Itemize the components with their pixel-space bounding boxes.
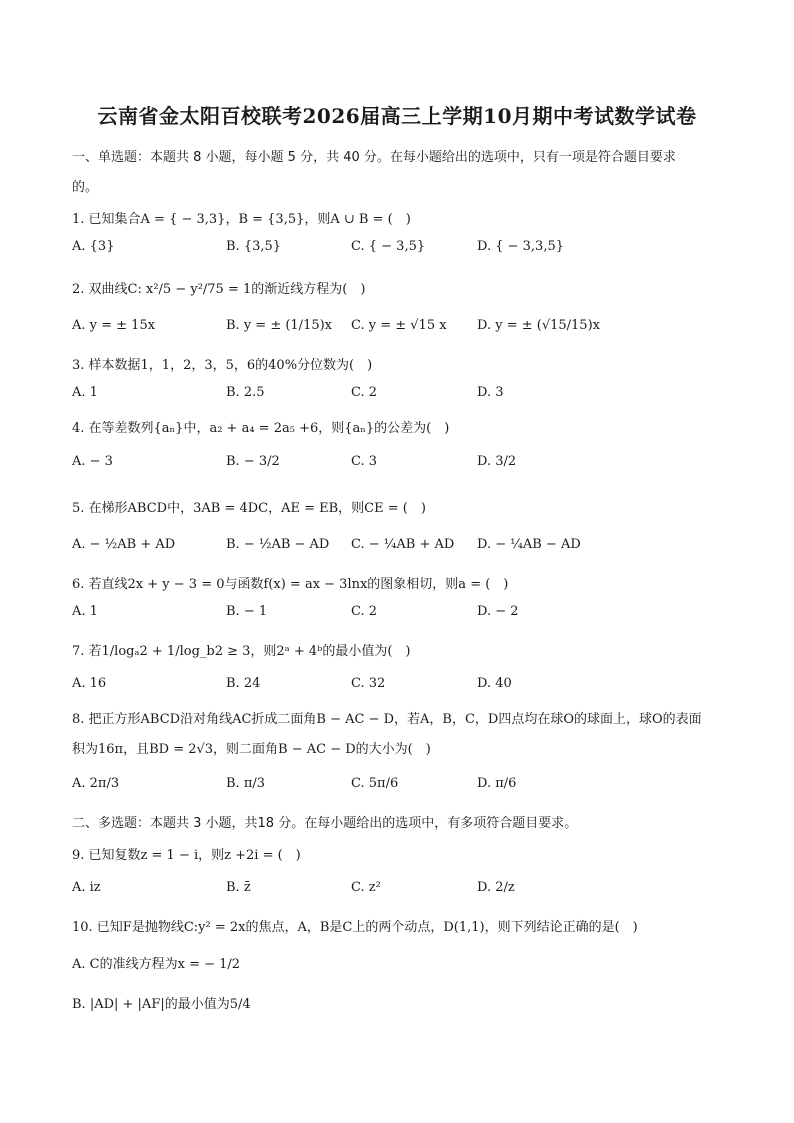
q5-option-a[interactable]: A. − ½AB + AD (72, 537, 176, 552)
q3-option-c[interactable]: C. 2 (351, 385, 378, 400)
section-2-heading: 二、多选题：本题共 3 小题，共18 分。在每小题给出的选项中，有多项符合题目要求。 (72, 816, 578, 831)
q9-option-d[interactable]: D. 2/z (477, 880, 515, 895)
question-6-stem: 6. 若直线2x + y − 3 = 0与函数f(x) = ax − 3lnx的图象相切，则a = ( ) (72, 577, 509, 592)
q9-option-b[interactable]: B. z̄ (226, 880, 251, 895)
question-6-options (72, 604, 732, 626)
q4-option-d[interactable]: D. 3/2 (477, 454, 517, 469)
q1-option-a[interactable]: A. {3} (72, 239, 115, 254)
q10-option-b[interactable]: B. |AD| + |AF|的最小值为5/4 (72, 997, 251, 1012)
question-5-stem: 5. 在梯形ABCD中，3AB = 4DC，AE = EB，则CE = ( ) (72, 501, 426, 516)
q2-option-b[interactable]: B. y = ± (1/15)x (226, 318, 333, 333)
q5-option-d[interactable]: D. − ¼AB − AD (477, 537, 581, 552)
q7-option-a[interactable]: A. 16 (72, 676, 107, 691)
q1-option-d[interactable]: D. { − 3,3,5} (477, 239, 565, 254)
q4-option-c[interactable]: C. 3 (351, 454, 378, 469)
q6-option-b[interactable]: B. − 1 (226, 604, 268, 619)
q2-option-c[interactable]: C. y = ± √15 x (351, 318, 447, 333)
q1-option-b[interactable]: B. {3,5} (226, 239, 282, 254)
question-7-options (72, 676, 732, 698)
q3-option-b[interactable]: B. 2.5 (226, 385, 265, 400)
q6-option-a[interactable]: A. 1 (72, 604, 98, 619)
q10-option-a[interactable]: A. C的准线方程为x = − 1/2 (72, 957, 241, 972)
q4-option-a[interactable]: A. − 3 (72, 454, 113, 469)
q1-option-c[interactable]: C. { − 3,5} (351, 239, 426, 254)
question-2-options (72, 318, 732, 340)
question-8-options (72, 776, 732, 798)
q8-option-a[interactable]: A. 2π/3 (72, 776, 120, 791)
q2-option-d[interactable]: D. y = ± (√15/15)x (477, 318, 600, 333)
q7-option-b[interactable]: B. 24 (226, 676, 261, 691)
question-9-options (72, 880, 732, 902)
q9-option-a[interactable]: A. iz (72, 880, 101, 895)
q3-option-a[interactable]: A. 1 (72, 385, 98, 400)
q7-option-d[interactable]: D. 40 (477, 676, 512, 691)
question-8-stem: 8. 把正方形ABCD沿对角线AC折成二面角B − AC − D，若A，B，C，D四点均在球O的球面上，球O的表面 (72, 712, 702, 727)
question-4-options (72, 454, 732, 476)
section-1-heading-cont: 的。 (72, 180, 99, 195)
page-title: 云南省金太阳百校联考2026届高三上学期10月期中考试数学试卷 (97, 104, 697, 128)
question-1-stem: 1. 已知集合A = { − 3,3}，B = {3,5}，则A ∪ B = ( ) (72, 212, 411, 227)
question-9-stem: 9. 已知复数z = 1 − i，则z +2i = ( ) (72, 848, 301, 863)
q5-option-b[interactable]: B. − ½AB − AD (226, 537, 330, 552)
q5-option-c[interactable]: C. − ¼AB + AD (351, 537, 455, 552)
question-10-stem: 10. 已知F是抛物线C:y² = 2x的焦点，A，B是C上的两个动点，D(1,1)，则下列结论正确的是( ) (72, 920, 638, 935)
question-3-options (72, 385, 732, 407)
q2-option-a[interactable]: A. y = ± 15x (72, 318, 156, 333)
question-4-stem: 4. 在等差数列{aₙ}中，a₂ + a₄ = 2a₅ +6，则{aₙ}的公差为( ) (72, 421, 450, 436)
section-1-heading: 一、单选题：本题共 8 小题，每小题 5 分，共 40 分。在每小题给出的选项中，只有一项是符合题目要求 (72, 150, 676, 165)
q8-option-d[interactable]: D. π/6 (477, 776, 517, 791)
q3-option-d[interactable]: D. 3 (477, 385, 504, 400)
question-7-stem: 7. 若1/logₐ2 + 1/log_b2 ≥ 3，则2ᵃ + 4ᵇ的最小值为( ) (72, 644, 411, 659)
question-8-stem-cont: 积为16π，且BD = 2√3，则二面角B − AC − D的大小为( ) (72, 742, 431, 757)
q8-option-c[interactable]: C. 5π/6 (351, 776, 399, 791)
question-5-options (72, 537, 732, 559)
q7-option-c[interactable]: C. 32 (351, 676, 386, 691)
q4-option-b[interactable]: B. − 3/2 (226, 454, 280, 469)
question-2-stem: 2. 双曲线C: x²/5 − y²/75 = 1的渐近线方程为( ) (72, 282, 366, 297)
question-3-stem: 3. 样本数据1，1，2，3，5，6的40%分位数为( ) (72, 358, 373, 373)
q6-option-d[interactable]: D. − 2 (477, 604, 519, 619)
q9-option-c[interactable]: C. z² (351, 880, 381, 895)
q6-option-c[interactable]: C. 2 (351, 604, 378, 619)
question-1-options (72, 239, 732, 261)
q8-option-b[interactable]: B. π/3 (226, 776, 266, 791)
